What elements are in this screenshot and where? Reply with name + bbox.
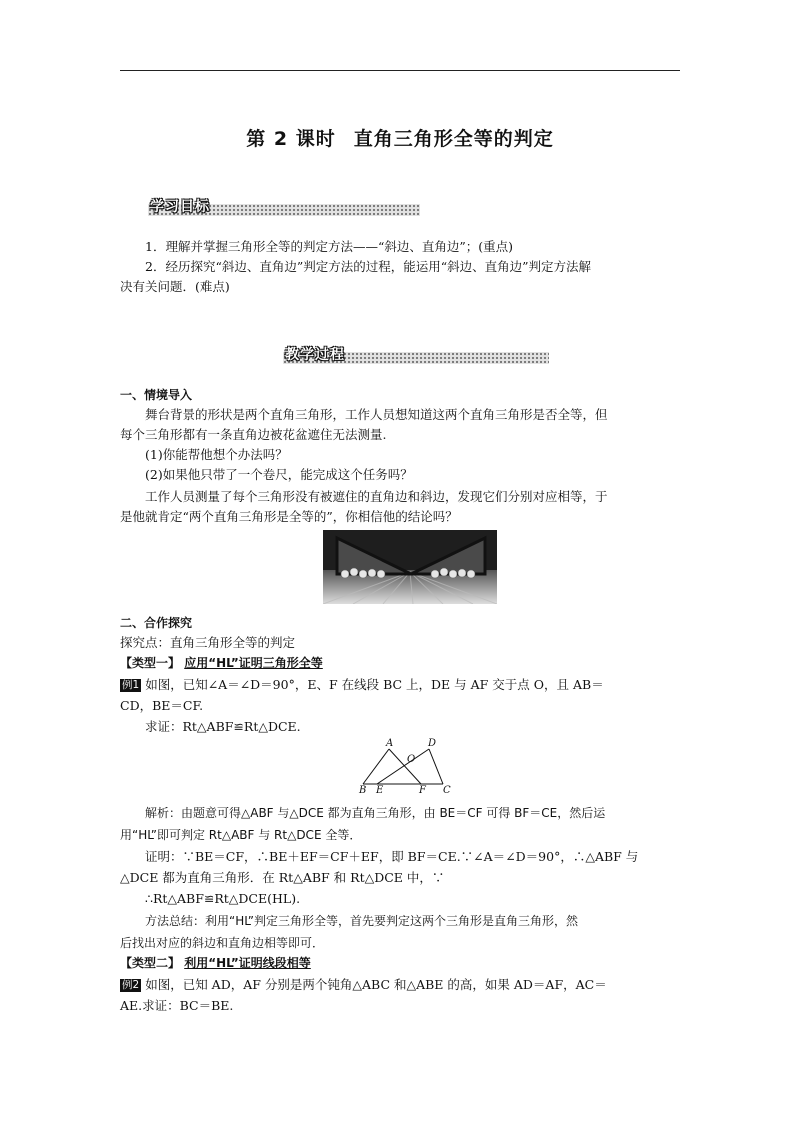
label-a: A bbox=[386, 738, 394, 749]
label-d: D bbox=[428, 738, 437, 749]
part1-heading: 一、情境导入 bbox=[120, 388, 193, 402]
header-rule bbox=[120, 70, 680, 71]
proof-line3: ∴Rt△ABF≌Rt△DCE(HL). bbox=[145, 891, 301, 906]
analysis-line1: 解析：由题意可得△ABF 与△DCE 都为直角三角形，由 BE＝CF 可得 BF＝CE，然后运 bbox=[145, 806, 606, 820]
example1-line1 bbox=[120, 676, 682, 694]
type2-title: 利用“HL”证明线段相等 bbox=[184, 956, 311, 970]
example1-prove: 求证：Rt△ABF≌Rt△DCE. bbox=[145, 719, 301, 734]
example1-line2: CD，BE＝CF. bbox=[120, 698, 204, 713]
section-header-text: 学习目标 bbox=[150, 199, 210, 215]
type1-heading bbox=[120, 654, 682, 672]
type2-heading bbox=[120, 954, 682, 972]
stage-photo bbox=[323, 530, 497, 604]
type2-label: 【类型二】 bbox=[120, 956, 181, 970]
geometry-figure bbox=[355, 736, 455, 794]
stage-photo-drawing bbox=[323, 530, 497, 604]
paragraph-line: 工作人员测量了每个三角形没有被遮住的直角边和斜边，发现它们分别对应相等，于 bbox=[145, 489, 608, 504]
label-c: C bbox=[443, 785, 451, 794]
proof-line1: 证明：∵BE＝CF，∴BE＋EF＝CF＋EF，即 BF＝CE.∵∠A＝∠D＝90°，∴△ABF 与 bbox=[145, 849, 639, 864]
type1-label: 【类型一】 bbox=[120, 656, 181, 670]
label-b: B bbox=[359, 785, 367, 794]
analysis-line2: 用“HL”即可判定 Rt△ABF 与 Rt△DCE 全等． bbox=[120, 828, 362, 842]
proof-line2: △DCE 都为直角三角形．在 Rt△ABF 和 Rt△DCE 中，∵ bbox=[120, 870, 445, 885]
example2-badge: 例2 bbox=[122, 979, 140, 991]
section-header-process bbox=[283, 344, 549, 364]
example2-line2: AE.求证：BC＝BE. bbox=[120, 998, 234, 1013]
page-title bbox=[0, 124, 800, 151]
objective-2-cont: 决有关问题．(难点) bbox=[120, 279, 230, 294]
example2-line1 bbox=[120, 976, 682, 994]
segment-af bbox=[389, 749, 421, 784]
objective-1: 1．理解并掌握三角形全等的判定方法——“斜边、直角边”；(重点) bbox=[145, 239, 513, 254]
label-o: O bbox=[407, 754, 416, 765]
summary-line1: 方法总结：利用“HL”判定三角形全等，首先要判定这两个三角形是直角三角形，然 bbox=[145, 914, 578, 928]
example1-badge: 例1 bbox=[122, 679, 140, 691]
summary-line2: 后找出对应的斜边和直角边相等即可． bbox=[120, 936, 325, 950]
paragraph-line: 舞台背景的形状是两个直角三角形，工作人员想知道这两个直角三角形是否全等，但 bbox=[145, 407, 608, 422]
section-header-text: 教学过程 bbox=[285, 347, 345, 363]
type1-title: 应用“HL”证明三角形全等 bbox=[184, 656, 323, 670]
part2-heading: 二、合作探究 bbox=[120, 616, 193, 630]
lesson-title: 直角三角形全等的判定 bbox=[353, 128, 554, 150]
explore-point: 探究点：直角三角形全等的判定 bbox=[120, 635, 296, 650]
example1-text: 如图，已知∠A＝∠D＝90°，E、F 在线段 BC 上，DE 与 AF 交于点 O，且 AB＝ bbox=[145, 677, 604, 692]
question-1: (1)你能帮他想个办法吗？ bbox=[145, 447, 288, 462]
question-2: (2)如果他只带了一个卷尺，能完成这个任务吗？ bbox=[145, 467, 413, 482]
segment-dc bbox=[429, 749, 443, 784]
section-header-objectives bbox=[148, 196, 420, 216]
lesson-number: 第 2 课时 bbox=[246, 128, 336, 150]
example2-text: 如图，已知 AD，AF 分别是两个钝角△ABC 和△ABE 的高，如果 AD＝AF，AC＝ bbox=[145, 977, 607, 992]
objective-2: 2．经历探究“斜边、直角边”判定方法的过程，能运用“斜边、直角边”判定方法解 bbox=[145, 259, 592, 274]
paragraph-line: 每个三角形都有一条直角边被花盆遮住无法测量. bbox=[120, 427, 387, 442]
paragraph-line: 是他就肯定“两个直角三角形是全等的”，你相信他的结论吗？ bbox=[120, 509, 458, 524]
label-f: F bbox=[419, 785, 426, 794]
label-e: E bbox=[376, 785, 384, 794]
